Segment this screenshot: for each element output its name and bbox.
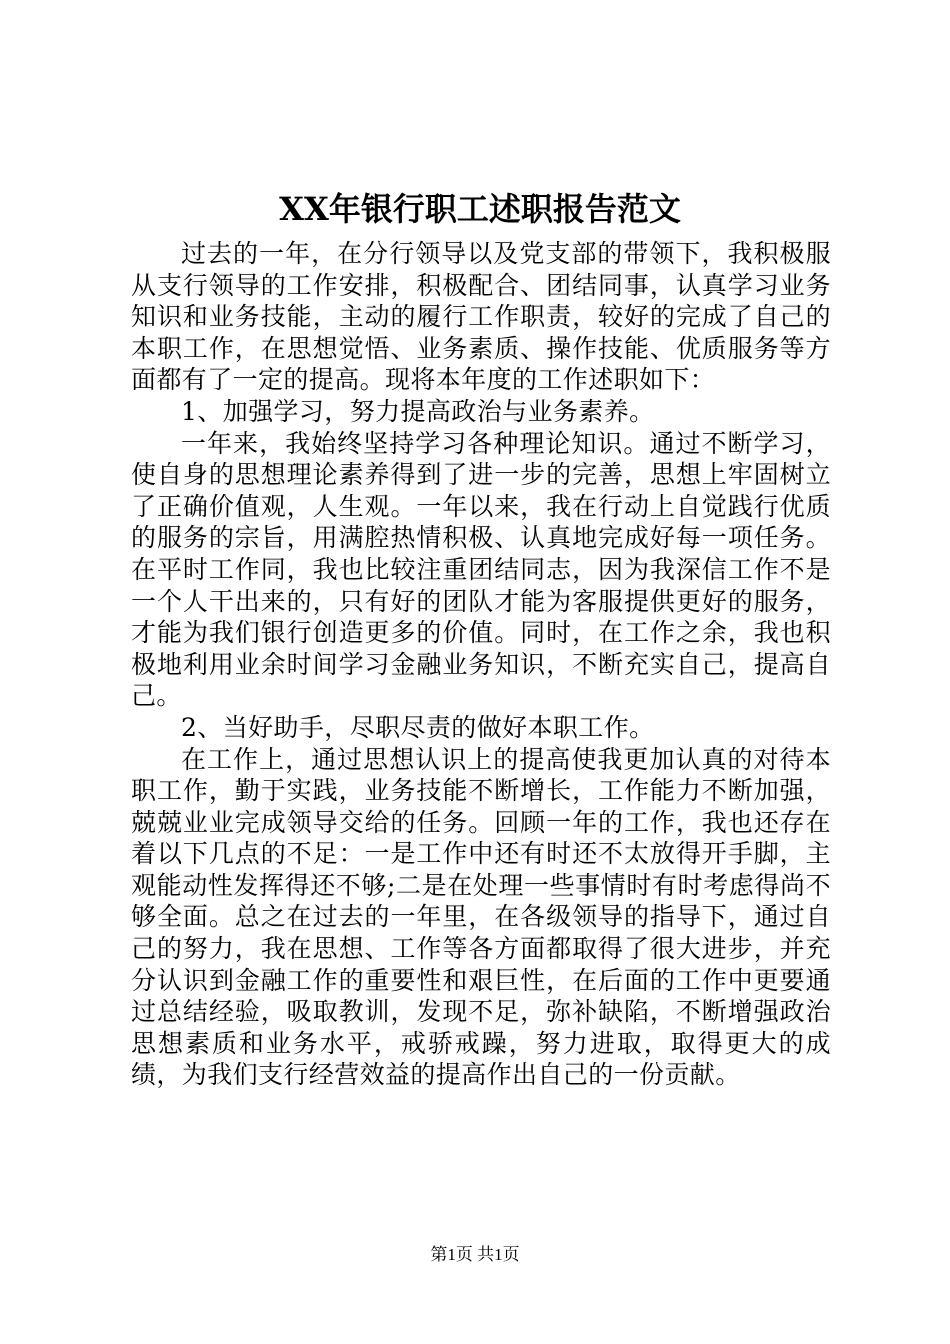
document-body	[131, 238, 831, 1091]
section-1-paragraph: 一年来，我始终坚持学习各种理论知识。通过不断学习，使自身的思想理论素养得到了进一步的完善，思想上牢固树立了正确价值观，人生观。一年以来，我在行动上自觉践行优质的服务的宗旨，用满腔热情积极、认真地完成好每一项任务。在平时工作同，我也比较注重团结同志，因为我深信工作不是一个人干出来的，只有好的团队才能为客服提供更好的服务，才能为我们银行创造更多的价值。同时，在工作之余，我也积极地利用业余时间学习金融业务知识，不断充实自己，提高自己。	[131, 428, 831, 711]
intro-paragraph: 过去的一年，在分行领导以及党支部的带领下，我积极服从支行领导的工作安排，积极配合、团结同事，认真学习业务知识和业务技能，主动的履行工作职责，较好的完成了自己的本职工作，在思想觉悟、业务素质、操作技能、优质服务等方面都有了一定的提高。现将本年度的工作述职如下：	[131, 239, 831, 395]
section-heading-2: 2、当好助手，尽职尽责的做好本职工作。	[181, 712, 655, 742]
section-2-paragraph: 在工作上，通过思想认识上的提高使我更加认真的对待本职工作，勤于实践，业务技能不断增长，工作能力不断加强，兢兢业业完成领导交给的任务。回顾一年的工作，我也还存在着以下几点的不足：一是工作中还有时还不太放得开手脚，主观能动性发挥得还不够;二是在处理一些事情时有时考虑得尚不够全面。总之在过去的一年里，在各级领导的指导下，通过自己的努力，我在思想、工作等各方面都取得了很大进步，并充分认识到金融工作的重要性和艰巨性，在后面的工作中更要通过总结经验，吸取教训，发现不足，弥补缺陷，不断增强政治思想素质和业务水平，戒骄戒躁，努力进取，取得更大的成绩，为我们支行经营效益的提高作出自己的一份贡献。	[131, 744, 831, 1090]
page-footer: 第1页 共1页	[430, 1245, 520, 1264]
document-title: XX年银行职工述职报告范文	[279, 190, 681, 228]
section-heading-1: 1、加强学习，努力提高政治与业务素养。	[181, 396, 655, 426]
